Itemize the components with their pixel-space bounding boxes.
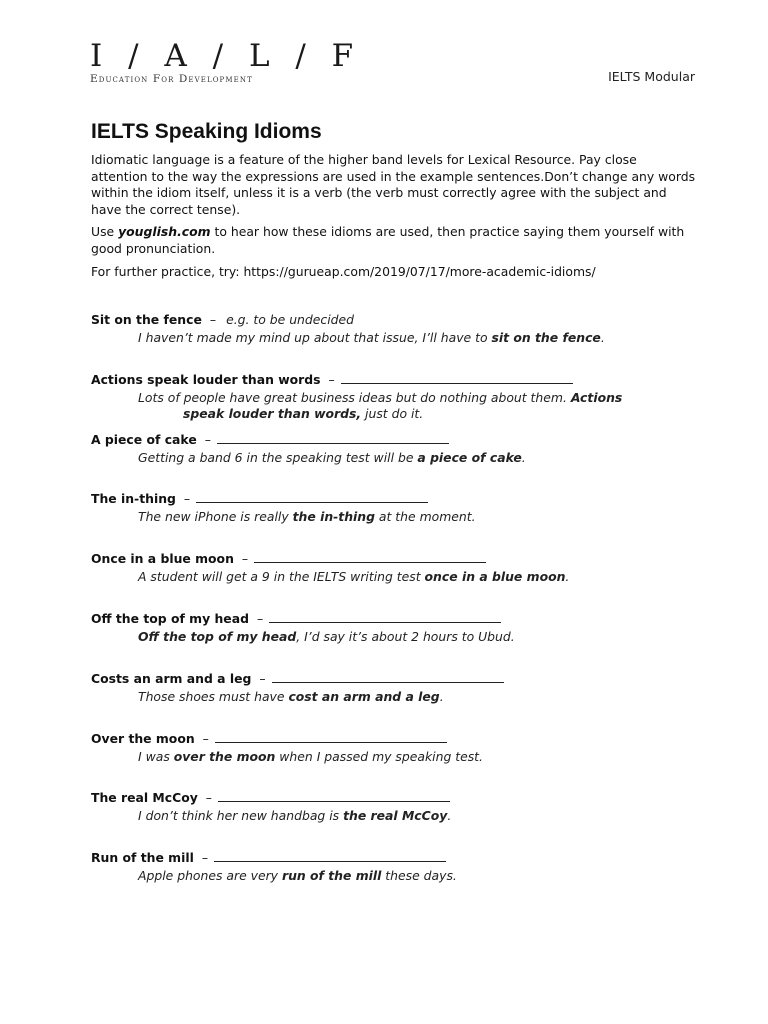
idiom-item — [91, 550, 691, 610]
logo-mark: I / A / L / F — [90, 38, 362, 74]
example-idiom: a piece of cake — [417, 449, 522, 465]
example-idiom: speak louder than words, — [183, 406, 362, 422]
example-text: The new iPhone is really — [138, 509, 293, 525]
example-idiom: run of the mill — [281, 868, 382, 884]
idiom-item — [91, 610, 691, 670]
example-text: . — [447, 808, 452, 824]
idiom-example — [91, 687, 691, 706]
intro-paragraph-practice: For further practice, try: https://gurueap.com/2019/07/17/more-academic-idioms/ — [91, 263, 596, 279]
example-text: A student will get a 9 in the IELTS writing test — [138, 569, 425, 585]
example-idiom: the real McCoy — [343, 808, 448, 824]
example-text: . — [521, 449, 526, 465]
answer-blank[interactable] — [218, 790, 450, 802]
example-idiom: over the moon — [173, 748, 276, 764]
dash: – — [328, 371, 335, 387]
idiom-term: Actions speak louder than words — [91, 371, 321, 387]
dash: – — [205, 790, 212, 806]
dash: – — [241, 551, 249, 567]
example-text: I don’t think her new handbag is — [138, 808, 344, 824]
intro-paragraph: Idiomatic language is a feature of the higher band levels for Lexical Resource. Pay close attention to the way the expressions are used in the example sentences.Don’t change any words within the idiom itself, unless it is a verb (the verb must correctly agree with the subject and have the correct tense). — [91, 152, 696, 217]
answer-blank[interactable] — [269, 611, 501, 623]
idiom-term: Sit on the fence — [91, 312, 202, 327]
idiom-item — [91, 490, 691, 550]
example-text: , I’d say it’s about 2 hours to Ubud. — [296, 628, 515, 644]
page-title: IELTS Speaking Idioms — [91, 120, 322, 143]
idiom-item — [91, 789, 691, 849]
answer-blank[interactable] — [196, 491, 428, 503]
intro-text: Use — [91, 224, 119, 240]
intro-text: to hear how these idioms are used, then practice saying them yourself with good pronunciation. — [91, 224, 685, 256]
answer-blank[interactable] — [272, 671, 504, 683]
intro-paragraph-youglish — [91, 224, 696, 257]
answer-blank[interactable] — [214, 850, 446, 862]
example-text: I haven’t made my mind up about that issue, I’ll have to — [138, 330, 492, 345]
example-text: Lots of people have great business ideas but do nothing about them. — [138, 389, 571, 405]
dash: – — [209, 312, 217, 327]
idiom-item — [91, 849, 691, 909]
idiom-example — [91, 448, 691, 467]
idiom-item — [91, 670, 691, 730]
example-text: when I passed my speaking test. — [275, 748, 483, 764]
idiom-item — [91, 311, 691, 371]
dash: – — [256, 610, 264, 626]
idiom-example — [91, 866, 691, 885]
example-idiom: once in a blue moon — [424, 569, 566, 585]
idiom-term: Run of the mill — [91, 850, 194, 866]
answer-blank[interactable] — [341, 372, 573, 384]
idiom-term: A piece of cake — [91, 431, 197, 447]
example-idiom: the in-thing — [292, 509, 375, 525]
example-text: I was — [138, 748, 174, 764]
idiom-example — [91, 747, 691, 766]
idiom-example — [91, 806, 691, 825]
example-text: just do it. — [361, 406, 424, 422]
example-idiom: cost an arm and a leg — [288, 688, 440, 704]
answer-blank[interactable] — [254, 551, 486, 563]
answer-blank[interactable] — [217, 432, 449, 444]
example-text: at the moment. — [374, 509, 476, 525]
idiom-term: Once in a blue moon — [91, 551, 234, 567]
example-text: . — [565, 569, 570, 585]
idiom-term: The in-thing — [91, 491, 176, 507]
idiom-example — [91, 627, 691, 646]
idiom-item — [91, 431, 691, 491]
example-text: Apple phones are very — [138, 868, 282, 884]
dash: – — [204, 431, 211, 447]
example-text: . — [600, 330, 605, 345]
idiom-example — [91, 388, 691, 423]
idiom-term: The real McCoy — [91, 790, 198, 806]
dash: – — [202, 730, 209, 746]
example-idiom: Off the top of my head — [138, 628, 297, 644]
idiom-term: Off the top of my head — [91, 610, 249, 626]
example-text: these days. — [381, 868, 457, 884]
youglish-link: youglish.com — [118, 224, 211, 240]
idiom-example — [91, 328, 691, 347]
example-idiom: Actions — [570, 389, 623, 405]
example-idiom: sit on the fence — [491, 330, 601, 345]
dash: – — [183, 491, 191, 507]
example-continuation — [138, 406, 691, 423]
dash: – — [201, 850, 209, 866]
idiom-list — [91, 311, 691, 909]
example-text: . — [439, 688, 444, 704]
course-label: IELTS Modular — [608, 69, 695, 84]
idiom-example — [91, 507, 691, 526]
dash: – — [259, 670, 266, 686]
idiom-item — [91, 730, 691, 790]
intro — [91, 152, 696, 286]
idiom-term: Costs an arm and a leg — [91, 670, 252, 686]
idiom-definition: e.g. to be undecided — [226, 312, 355, 327]
idiom-item — [91, 371, 691, 431]
idiom-term: Over the moon — [91, 730, 195, 746]
example-text: Those shoes must have — [138, 688, 289, 704]
answer-blank[interactable] — [215, 731, 447, 743]
example-text: Getting a band 6 in the speaking test will be — [138, 449, 418, 465]
idiom-example — [91, 567, 691, 586]
logo — [90, 40, 361, 85]
logo-tagline: Education For Development — [90, 73, 253, 85]
